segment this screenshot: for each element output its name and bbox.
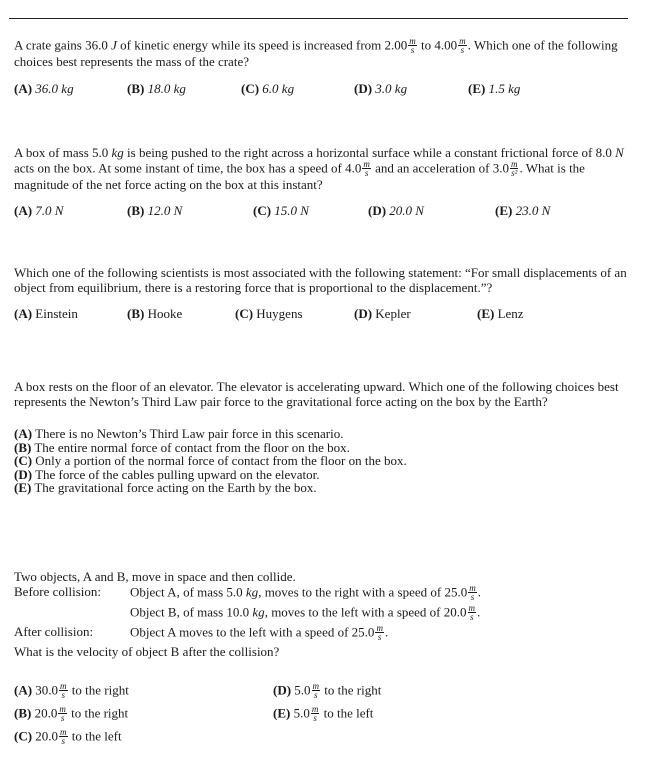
before-collision-label: Before collision:	[14, 583, 102, 599]
question-3-choices	[14, 307, 634, 323]
choice-b: (B) 12.0 N	[127, 203, 183, 218]
fraction-m-per-s: $\frac{m}{s}$	[469, 582, 476, 602]
fraction-m-per-s: $\frac{m}{s}$	[459, 36, 466, 55]
question-5-intro: Two objects, A and B, move in space and then collide.	[14, 569, 296, 584]
choice-b: (B) 20.0 $\frac{m}{s}$ to the right	[14, 704, 129, 723]
fraction-m-per-s: $\frac{m}{s}$	[468, 602, 476, 622]
choice-d: (D) The force of the cables pulling upward on the elevator.	[14, 466, 320, 482]
question-1-choices	[14, 82, 634, 98]
question-2-stem: A box of mass 5.0 kg is being pushed to the right across a horizontal surface while a constant frictional force of 8.0 N acts on the box. At some instant of time, the box has a speed of 4.0 $\frac{m}{s}$ and an acceleration of 3.0 $\frac{m}{\text{s²}}$ . What is the magnitude of the net force acting on the box at this instant?	[14, 145, 624, 192]
choice-a: (A) There is no Newton’s Third Law pair force in this scenario.	[14, 426, 344, 441]
question-5	[14, 569, 634, 746]
choice-a: (A) 7.0 N	[14, 203, 64, 218]
choice-b: (B) Hooke	[127, 306, 183, 321]
question-4-choices	[14, 427, 634, 495]
choice-b: (B) The entire normal force of contact from the floor on the box.	[14, 439, 350, 455]
question-5-prompt: What is the velocity of object B after the collision?	[14, 643, 280, 659]
before-collision-a: Before collision: Object A, of mass 5.0 kg, moves to the right with a speed of 25.0 $\frac{m}{s}$ .	[14, 582, 481, 602]
choice-d: (D) 5.0 $\frac{m}{s}$ to the right	[273, 681, 382, 700]
question-4-stem: A box rests on the floor of an elevator. The elevator is accelerating upward. Which one of the following choices best represents the Newton’s Third Law pair force to the gravitational force acting on the box by the Earth?	[14, 379, 619, 409]
after-collision-label: After collision:	[14, 623, 94, 639]
choice-e: (E) Lenz	[477, 306, 524, 321]
choice-e: (E) The gravitational force acting on the Earth by the box.	[14, 480, 317, 495]
choice-c: (C) 20.0 $\frac{m}{s}$ to the left	[14, 727, 122, 746]
choice-e: (E) 5.0 $\frac{m}{s}$ to the left	[273, 704, 374, 723]
fraction-m-per-s: $\frac{m}{s}$	[409, 36, 416, 55]
fraction-m-per-s: $\frac{m}{s}$	[376, 622, 383, 642]
choice-c: (C) 6.0 kg	[241, 80, 295, 96]
question-4	[14, 380, 634, 495]
choice-d: (D) 3.0 kg	[354, 80, 408, 96]
question-3-stem: Which one of the following scientists is most associated with the following statement: “For small displacements of an object from equilibrium, there is a restoring force that is proportional to the displacement.”?	[14, 265, 627, 295]
choice-e: (E) 23.0 N	[495, 203, 551, 218]
choice-c: (C) 15.0 N	[253, 203, 309, 218]
choice-d: (D) 20.0 N	[368, 203, 424, 218]
choice-b: (B) 18.0 kg	[127, 80, 186, 96]
choice-e: (E) 1.5 kg	[468, 80, 521, 96]
fraction-m-per-s: $\frac{m}{s}$	[363, 158, 370, 178]
after-collision: After collision: Object A moves to the left with a speed of 25.0 $\frac{m}{s}$ .	[14, 622, 389, 642]
choice-c: (C) Only a portion of the normal force of contact from the floor on the box.	[14, 453, 407, 468]
question-2	[14, 146, 634, 220]
top-rule	[9, 18, 628, 19]
choice-a: (A) 30.0 $\frac{m}{s}$ to the right	[14, 681, 129, 700]
question-5-choices	[14, 669, 634, 746]
question-3	[14, 266, 634, 323]
question-1	[14, 38, 634, 98]
choice-c: (C) Huygens	[235, 306, 303, 321]
before-collision-b: Object B, of mass 10.0 kg, moves to the left with a speed of 20.0 $\frac{m}{s}$ .	[130, 602, 481, 622]
question-2-choices	[14, 204, 634, 220]
question-1-stem: A crate gains 36.0 J of kinetic energy while its speed is increased from 2.00 $\frac{m}{s}$ to 4.00 $\frac{m}{s}$ . Which one of the following choices best represents the mass of the crate?	[14, 36, 618, 69]
choice-a: (A) Einstein	[14, 306, 78, 321]
choice-a: (A) 36.0 kg	[14, 80, 74, 96]
choice-d: (D) Kepler	[354, 306, 411, 321]
fraction-m-per-s2: $\frac{m}{\text{s²}}$	[510, 158, 518, 178]
